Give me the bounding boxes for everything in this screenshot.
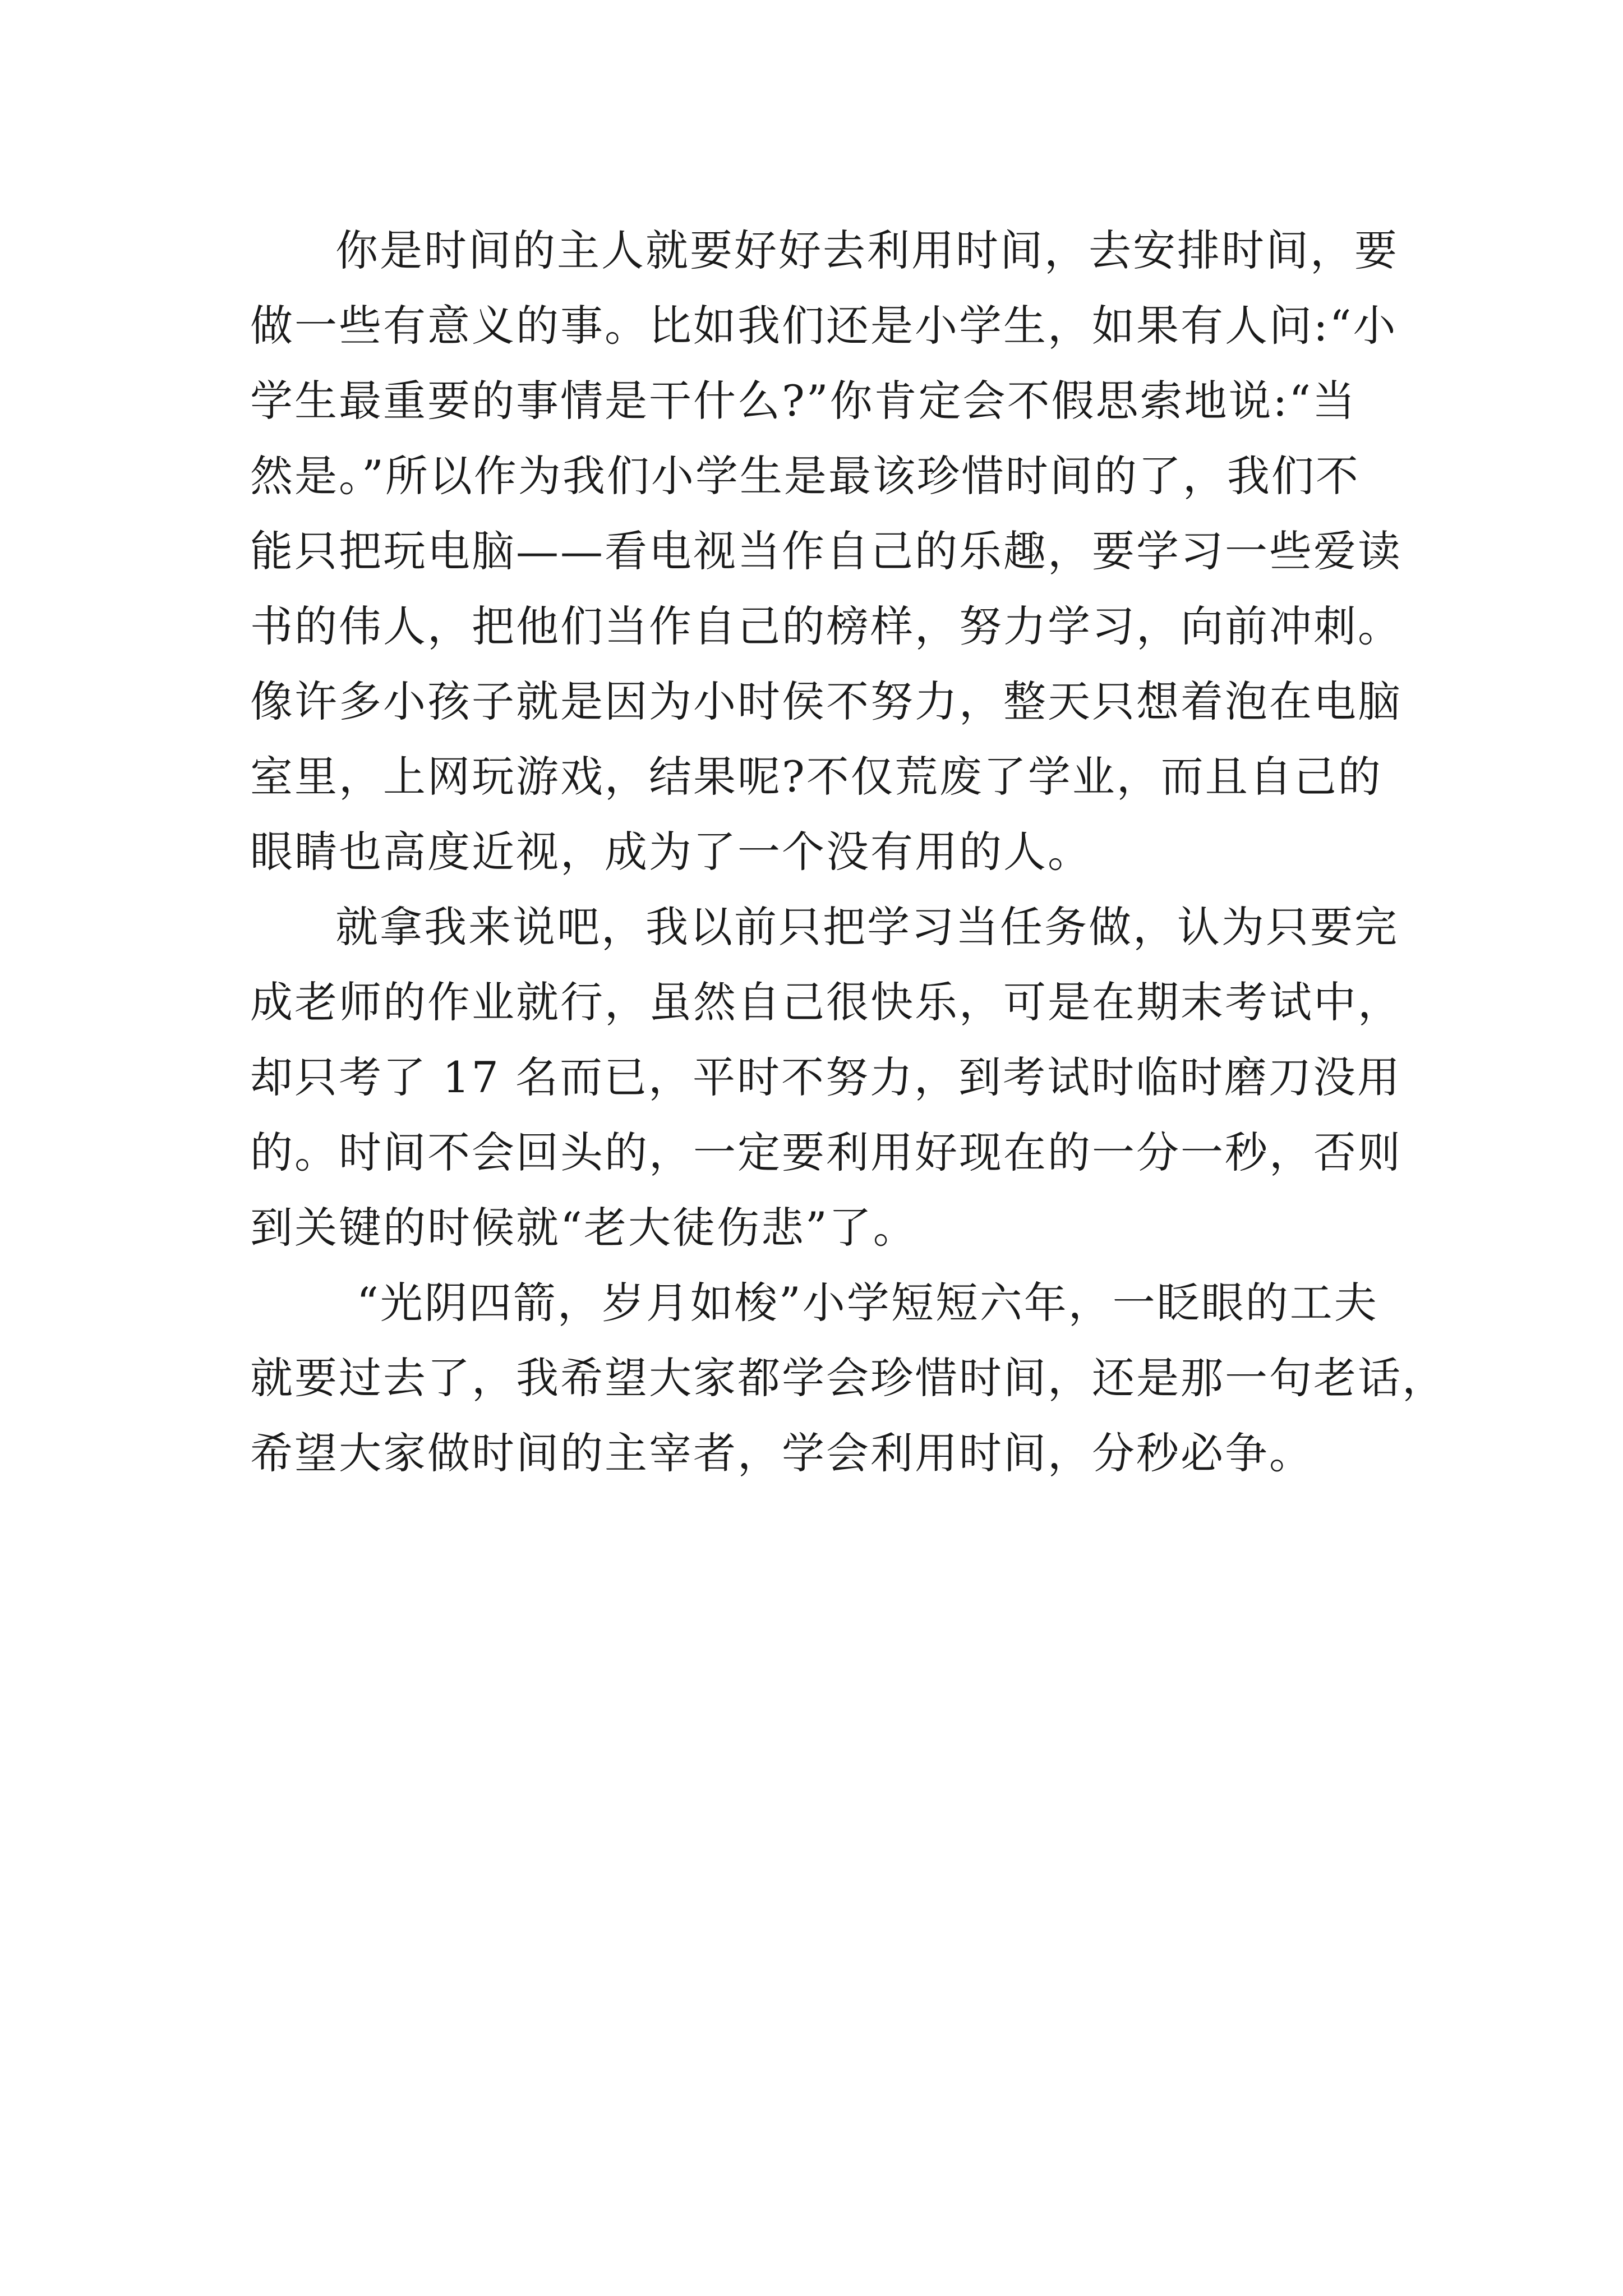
text-line: 希望大家做时间的主宰者，学会利用时间，分秒必争。 <box>250 1428 1313 1478</box>
text-line: 你是时间的主人就要好好去利用时间，去安排时间，要 <box>335 226 1399 275</box>
text-line: 的。时间不会回头的，一定要利用好现在的一分一秒，否则 <box>250 1128 1402 1177</box>
text-line: 然是。”所以作为我们小学生是最该珍惜时间的了，我们不 <box>250 451 1360 501</box>
text-line: 到关键的时候就“老大徒伤悲”了。 <box>250 1203 917 1253</box>
essay-body <box>250 213 1446 1491</box>
text-line: 书的伟人，把他们当作自己的榜样，努力学习，向前冲刺。 <box>250 601 1402 651</box>
text-line: 眼睛也高度近视，成为了一个没有用的人。 <box>250 827 1092 877</box>
text-line: 却只考了 17 名而已，平时不努力，到考试时临时磨刀没用 <box>250 1052 1402 1102</box>
text-line: 学生最重要的事情是干什么?”你肯定会不假思索地说:“当 <box>250 376 1357 426</box>
text-line: “光阴四箭，岁月如梭”小学短短六年，一眨眼的工夫 <box>357 1278 1378 1328</box>
text-line: 室里，上网玩游戏，结果呢?不仅荒废了学业，而且自己的 <box>250 752 1382 802</box>
text-line: 能只把玩电脑——看电视当作自己的乐趣，要学习一些爱读 <box>250 526 1402 576</box>
text-line: 像许多小孩子就是因为小时侯不努力，整天只想着泡在电脑 <box>250 677 1402 726</box>
text-line: 就拿我来说吧，我以前只把学习当任务做，认为只要完 <box>335 902 1399 952</box>
text-line: 做一些有意义的事。比如我们还是小学生，如果有人问:“小 <box>250 301 1398 351</box>
text-line: 成老师的作业就行，虽然自己很快乐，可是在期末考试中， <box>250 977 1402 1027</box>
text-line: 就要过去了，我希望大家都学会珍惜时间，还是那一句老话， <box>250 1353 1446 1403</box>
